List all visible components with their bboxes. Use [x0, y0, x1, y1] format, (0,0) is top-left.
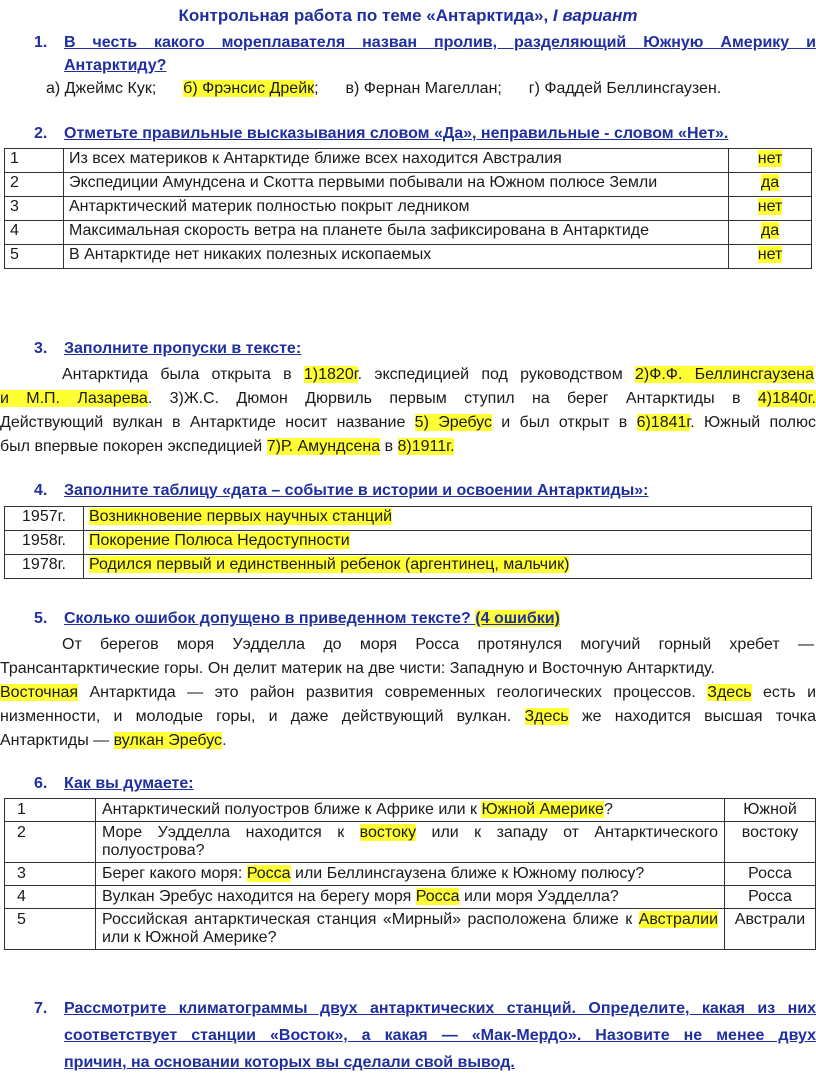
q5-line3: Восточная Антарктида — это район развития современных геологических процессов. Здесь есть и [0, 684, 816, 701]
answer: нет [757, 198, 783, 215]
q3-answer-8: 8)1911г. [397, 438, 455, 455]
answer: да [760, 174, 780, 191]
q3-line1: Антарктида была открыта в 1)1820г. экспедицией под руководством 2)Ф.Ф. Беллинсгаузена [62, 366, 814, 383]
q1-option-c: в) Фернан Магеллан; [345, 80, 502, 97]
table-row: 3 Берег какого моря: Росса или Беллинсгаузена ближе к Южному полюсу? Росса [5, 863, 816, 886]
q1-text-line1: В честь какого мореплавателя назван пролив, разделяющий Южную Америку и [64, 34, 816, 51]
q1-number: 1. [34, 34, 48, 51]
q7-line3: причин, на основании которых вы сделали свой вывод. [64, 1054, 515, 1071]
q6-number: 6. [34, 775, 48, 792]
q3-answer-5: 5) Эребус [414, 414, 492, 431]
q7-number: 7. [34, 1000, 48, 1017]
q3-number: 3. [34, 340, 48, 357]
q1-option-b-suffix: ; [314, 80, 319, 97]
q1-text-line2: Антарктиду? [64, 57, 167, 74]
q7-line1: Рассмотрите климатограммы двух антарктических станций. Определите, какая из них [64, 1000, 816, 1017]
q5-answer: (4 ошибки) [475, 610, 560, 627]
table-row: 5 Российская антарктическая станция «Мирный» расположена ближе к Австралии или к Южной Америке? Австрали [5, 909, 816, 950]
table-row: 3 Антарктический материк полностью покрыт ледником нет [5, 197, 812, 221]
q1-option-d: г) Фаддей Беллинсгаузен. [528, 80, 722, 97]
table-row: 4 Максимальная скорость ветра на планете была зафиксирована в Антарктиде да [5, 221, 812, 245]
table-row: 5 В Антарктиде нет никаких полезных ископаемых нет [5, 245, 812, 269]
q5-line1: От берегов моря Уэдделла до моря Росса протянулся могучий горный хребет — [62, 636, 814, 653]
q5-number: 5. [34, 610, 48, 627]
q3-line2: и М.П. Лазарева. 3)Ж.С. Дюмон Дюрвиль первым ступил на берег Антарктиды в 4)1840г. [0, 390, 816, 407]
q5-line5: Антарктиды — вулкан Эребус. [0, 732, 227, 749]
table-row: 1978г. Родился первый и единственный ребенок (аргентинец, мальчик) [5, 555, 812, 579]
q5-line4: низменности, и молодые горы, и даже действующий вулкан. Здесь же находится высшая точка [0, 708, 816, 725]
q3-answer-2b: и М.П. Лазарева [0, 390, 148, 407]
title-variant: I вариант [552, 6, 638, 25]
q4-text: Заполните таблицу «дата – событие в истории и освоении Антарктиды»: [64, 482, 649, 499]
q1-options [46, 80, 721, 98]
q3-answer-2: 2)Ф.Ф. Беллинсгаузена [634, 366, 814, 383]
table-row: 1 Антарктический полуостров ближе к Африке или к Южной Америке? Южной [5, 799, 816, 822]
table-row: 4 Вулкан Эребус находится на берегу моря Росса или моря Уэдделла? Росса [5, 886, 816, 909]
q1-option-b: б) Фрэнсис Дрейк [183, 80, 315, 97]
table-row: 1957г. Возникновение первых научных станций [5, 507, 812, 531]
q5-text: Сколько ошибок допущено в приведенном тексте? (4 ошибки) [64, 610, 560, 627]
q6-table [4, 798, 816, 950]
q3-answer-6: 6)1841г [636, 414, 691, 431]
q1-option-a: а) Джеймс Кук; [46, 80, 157, 97]
table-row: 2 Экспедиции Амундсена и Скотта первыми побывали на Южном полюсе Земли да [5, 173, 812, 197]
title-main: Контрольная работа по теме «Антарктида», [178, 6, 549, 25]
page-title [0, 6, 816, 26]
answer: Росса [725, 863, 816, 886]
answer: да [760, 222, 780, 239]
q5-line2: Трансантарктические горы. Он делит материк на две чисти: Западную и Восточную Антарктиду. [0, 660, 715, 677]
answer: Южной [725, 799, 816, 822]
answer: нет [757, 246, 783, 263]
answer: Росса [725, 886, 816, 909]
q2-table [4, 148, 812, 269]
q3-line3: Действующий вулкан в Антарктиде носит название 5) Эребус и был открыт в 6)1841г. Южный полюс [0, 414, 816, 431]
table-row: 1 Из всех материков к Антарктиде ближе всех находится Австралия нет [5, 149, 812, 173]
q2-number: 2. [34, 125, 48, 142]
q4-number: 4. [34, 482, 48, 499]
q6-text: Как вы думаете: [64, 775, 194, 792]
q3-answer-1: 1)1820г [303, 366, 358, 383]
table-row: 1958г. Покорение Полюса Недоступности [5, 531, 812, 555]
answer: Австрали [725, 909, 816, 950]
answer: нет [757, 150, 783, 167]
table-row: 2 Море Уэдделла находится к востоку или к западу от Антарктического полуострова? востоку [5, 822, 816, 863]
q7-line2: соответствует станции «Восток», а какая — «Мак-Мердо». Назовите не менее двух [64, 1027, 816, 1044]
answer: востоку [725, 822, 816, 863]
q3-answer-4: 4)1840г. [757, 390, 816, 407]
q2-text: Отметьте правильные высказывания словом «Да», неправильные - словом «Нет». [64, 125, 729, 142]
q3-text: Заполните пропуски в тексте: [64, 340, 302, 357]
q3-line4: был впервые покорен экспедицией 7)Р. Амундсена в 8)1911г. [0, 438, 455, 455]
q3-answer-7: 7)Р. Амундсена [266, 438, 381, 455]
q4-table [4, 506, 812, 579]
